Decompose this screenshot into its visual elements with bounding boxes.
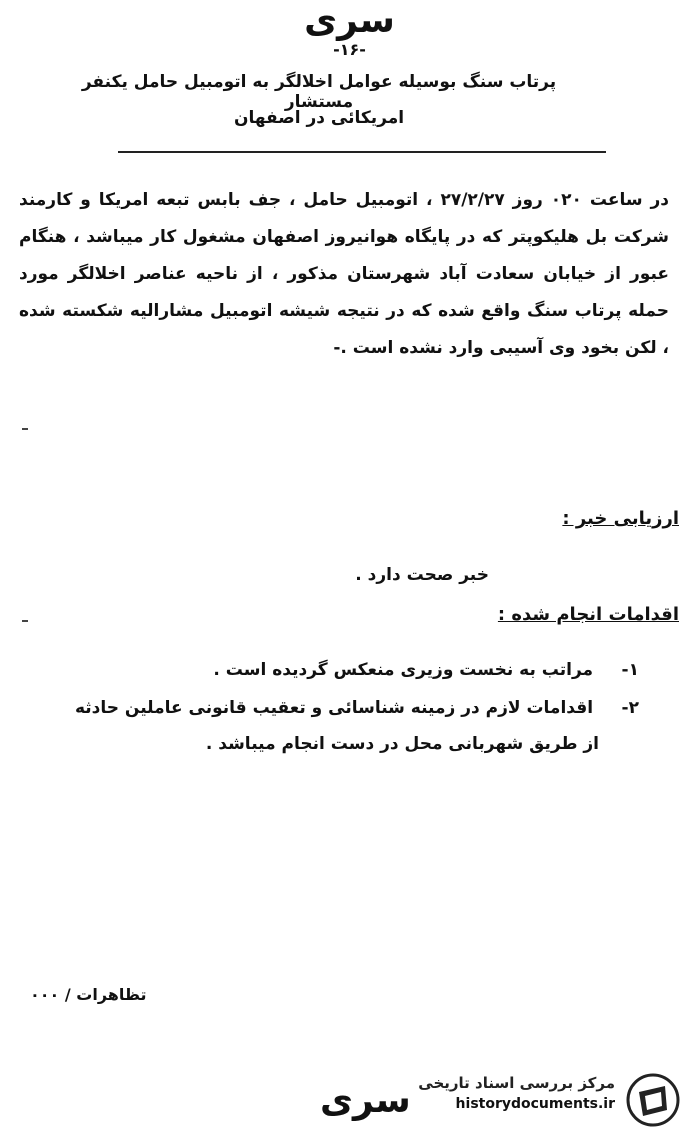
report-body: در ساعت ۰۲۰ روز ۲۷/۲/۲۷ ، اتومبیل حامل ، جف بابس تبعه امریکا و کارمند شرکت بل هلیکوپتر که در پایگاه هوانیروز اصفهان مشغول کار میباشد ، هنگام عبور از خیابان سعادت آباد شهرستان مذکور ، از ناحیه عناصر اخلالگر مورد حمله پرتاب سنگ واقع شده که در نتیجه شیشه اتومبیل مشارالیه شکسته شده ، لکن بخود وی آسیبی وارد نشده است .- <box>19 190 669 358</box>
action-number: ۲- <box>621 698 639 718</box>
classification-bottom: سری <box>320 1080 411 1121</box>
action-number: ۱- <box>621 660 639 680</box>
title-divider <box>118 151 606 153</box>
margin-mark <box>22 620 28 622</box>
margin-mark <box>22 428 28 430</box>
evaluation-heading: ارزیابی خبر : <box>562 508 679 529</box>
action-item-1 <box>39 652 639 688</box>
action-text: اقدامات لازم در زمینه شناسائی و تعقیب قانونی عاملین حادثه <box>74 698 594 718</box>
classification-top: سری <box>304 0 395 41</box>
action-item-2 <box>39 690 639 726</box>
evaluation-text: خبر صحت دارد . <box>355 565 489 585</box>
action-item-2-continuation: از طریق شهربانی محل در دست انجام میباشد . <box>205 734 599 754</box>
action-text: مراتب به نخست وزیری منعکس گردیده است . <box>213 660 594 680</box>
watermark-name: مرکز بررسی اسناد تاریخی <box>418 1074 615 1092</box>
title-line-2: امریکائی در اصفهان <box>233 108 405 128</box>
title-line-1: پرتاب سنگ بوسیله عوامل اخلالگر به اتومبیل حامل یکنفر مستشار <box>81 72 557 112</box>
archive-emblem-icon <box>625 1072 681 1128</box>
actions-heading: اقدامات انجام شده : <box>497 604 679 625</box>
watermark-site: historydocuments.ir <box>455 1096 615 1112</box>
footer-code: تظاهرات / ۰۰۰ <box>30 985 147 1004</box>
page-number: -۱۶- <box>333 40 366 59</box>
watermark-logo <box>395 1072 681 1130</box>
